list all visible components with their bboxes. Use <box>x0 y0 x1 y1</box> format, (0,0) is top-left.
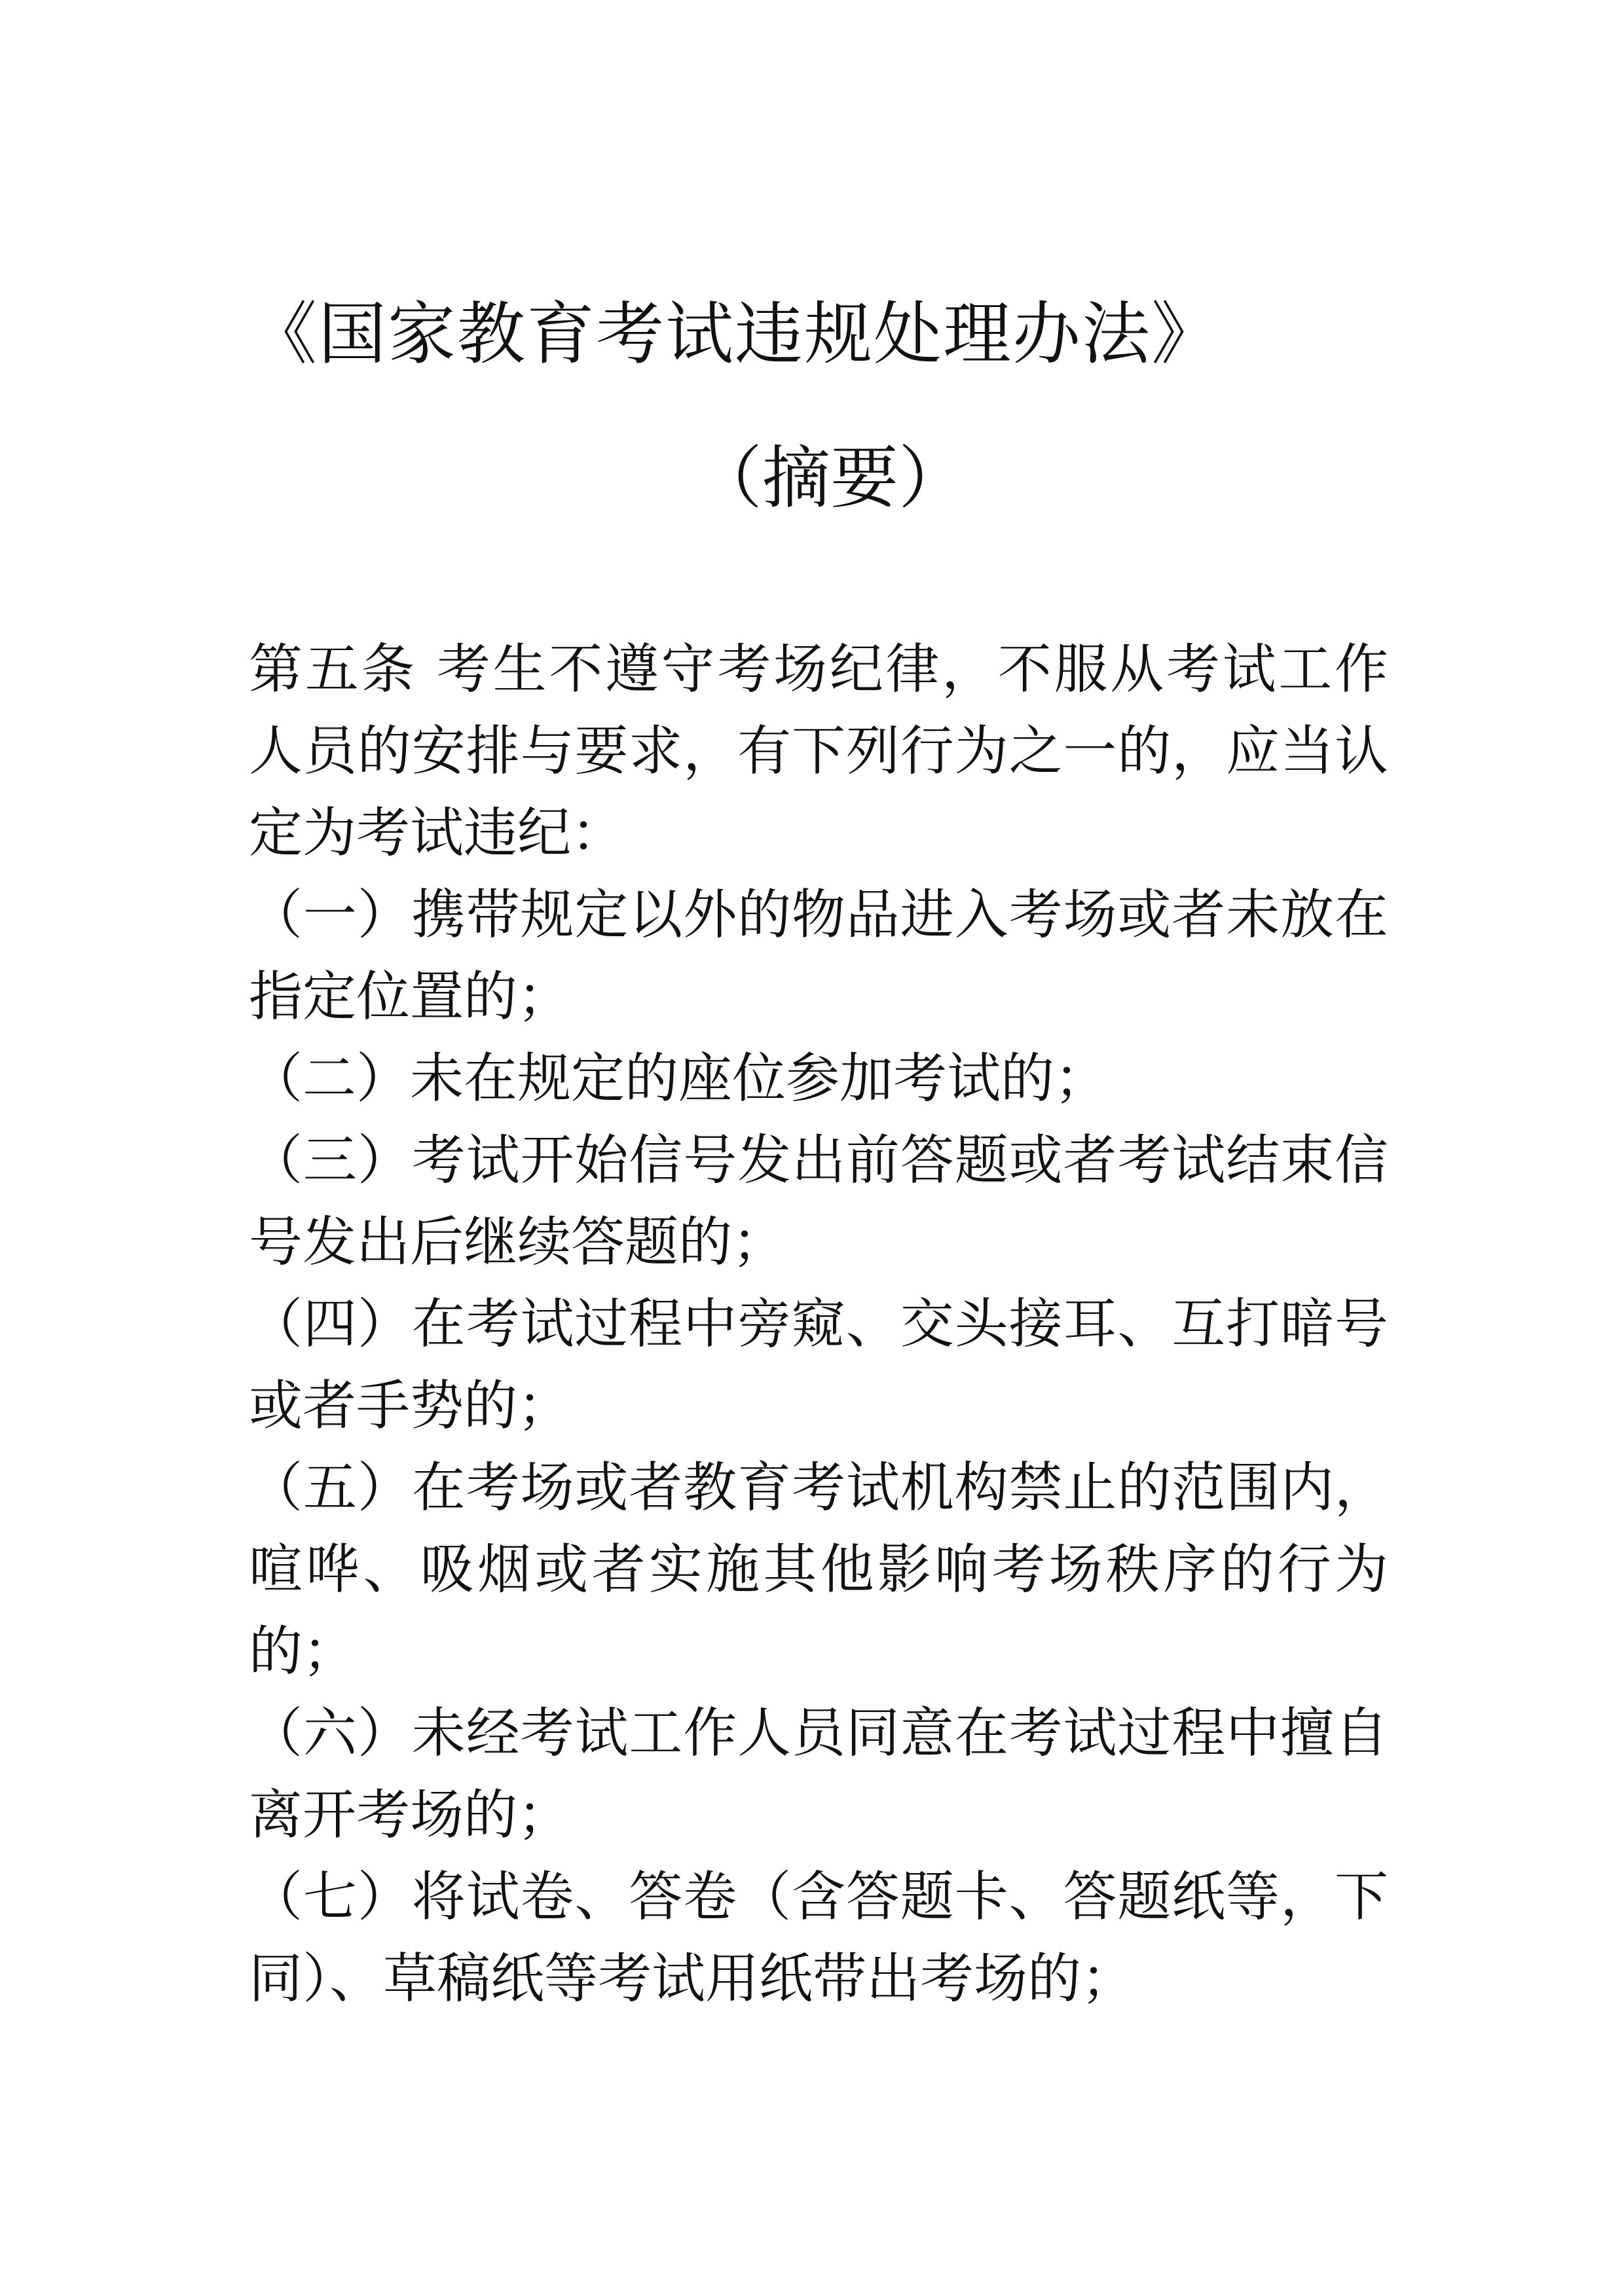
document-body <box>249 629 1388 2020</box>
clause-5-paragraph: （五）在考场或者教育考试机构禁止的范围内，喧哗、吸烟或者实施其他影响考场秩序的行为的； <box>249 1457 1388 1683</box>
document-title: 《国家教育考试违规处理办法》 <box>249 294 1221 374</box>
article-five-paragraph: 第五条 考生不遵守考场纪律，不服从考试工作人员的安排与要求，有下列行为之一的，应当认定为考试违纪： <box>249 638 1388 864</box>
clause-2-paragraph: （二）未在规定的座位参加考试的； <box>249 1048 1109 1110</box>
clause-3-paragraph: （三）考试开始信号发出前答题或者考试结束信号发出后继续答题的； <box>249 1129 1388 1273</box>
clause-1-paragraph: （一）携带规定以外的物品进入考场或者未放在指定位置的； <box>249 884 1388 1028</box>
clause-7-paragraph: （七）将试卷、答卷（含答题卡、答题纸等，下同）、草稿纸等考试用纸带出考场的； <box>249 1866 1388 2010</box>
document-subtitle: （摘要） <box>694 438 967 518</box>
clause-6-paragraph: （六）未经考试工作人员同意在考试过程中擅自离开考场的； <box>249 1702 1388 1846</box>
clause-4-paragraph: （四）在考试过程中旁窥、交头接耳、互打暗号或者手势的； <box>249 1293 1388 1437</box>
